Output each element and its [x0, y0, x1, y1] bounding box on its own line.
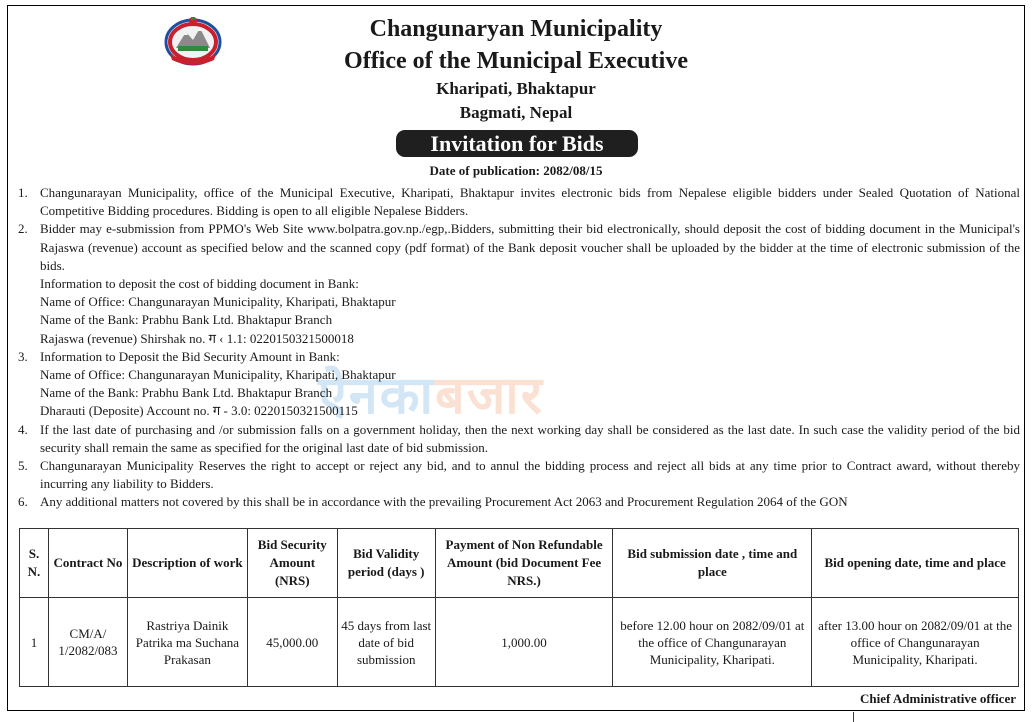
security-info-office: Name of Office: Changunarayan Municipality, Kharipati, Bhaktapur	[40, 367, 396, 383]
header-opening: Bid opening date, time and place	[812, 529, 1019, 598]
table-row	[20, 598, 1019, 687]
bids-table	[19, 528, 1019, 687]
header-validity: Bid Validity period (days )	[337, 529, 435, 598]
bank-info-bank: Name of the Bank: Prabhu Bank Ltd. Bhaktapur Branch	[40, 312, 333, 328]
security-info-account: Dharauti (Deposite) Account no. ग - 3.0: 0220150321500115	[40, 403, 358, 419]
paragraph-4	[18, 421, 1020, 457]
cell-submission: before 12.00 hour on 2082/09/01 at the office of Changunarayan Municipality, Kharipati.	[613, 598, 812, 687]
paragraph-text: Changunarayan Municipality Reserves the right to accept or reject any bid, and to annul the bidding process and reject all bids at any time prior to Contract award, without thereby incurring any liability to Bidders.	[40, 458, 1020, 492]
publication-date: Date of publication: 2082/08/15	[429, 163, 603, 178]
region-line: Bagmati, Nepal	[459, 103, 573, 122]
notice-body	[18, 184, 1020, 512]
cell-contract: CM/A/ 1/2082/083	[48, 598, 127, 687]
paragraph-number: 4.	[18, 421, 28, 437]
watermark-part-1: ऐनका	[318, 366, 436, 426]
cell-security: 45,000.00	[247, 598, 337, 687]
paragraph-number: 1.	[18, 185, 28, 200]
location-line: Kharipati, Bhaktapur	[436, 79, 596, 98]
paragraph-text: If the last date of purchasing and /or submission falls on a government holiday, then the next working day shall be considered as the last date. In such case the validity period of the bid security shall remain the same as specified for the original last date of bid submission.	[40, 421, 1020, 455]
bank-info-heading: Information to deposit the cost of bidding document in Bank:	[40, 276, 359, 292]
cell-sn: 1	[20, 598, 49, 687]
header-security: Bid Security Amount (NRS)	[247, 529, 337, 598]
paragraph-1	[18, 184, 1020, 220]
paragraph-5	[18, 457, 1020, 493]
edge-mark	[853, 712, 854, 722]
invitation-banner: Invitation for Bids	[396, 130, 638, 157]
security-info-heading: Information to Deposit the Bid Security Amount in Bank:	[40, 348, 340, 364]
header-payment: Payment of Non Refundable Amount (bid Document Fee NRS.)	[435, 529, 613, 598]
paragraph-number: 3.	[18, 348, 28, 364]
cell-opening: after 13.00 hour on 2082/09/01 at the office of Changunarayan Municipality, Kharipati.	[812, 598, 1019, 687]
security-info-bank: Name of the Bank: Prabhu Bank Ltd. Bhaktapur Branch	[40, 385, 333, 401]
cell-description: Rastriya Dainik Patrika ma Suchana Prakasan	[127, 598, 247, 687]
paragraph-6	[18, 493, 1020, 511]
watermark-part-2: बजार	[435, 366, 545, 426]
table-header-row	[20, 529, 1019, 598]
header-sn: S. N.	[20, 529, 49, 598]
paragraph-2	[18, 220, 1020, 275]
paragraph-3	[18, 348, 1020, 366]
paragraph-number: 2.	[18, 221, 28, 237]
signoff: Chief Administrative officer	[860, 691, 1016, 706]
office-title: Office of the Municipal Executive	[344, 48, 688, 74]
cell-validity: 45 days from last date of bid submission	[337, 598, 435, 687]
cell-payment: 1,000.00	[435, 598, 613, 687]
paragraph-number: 5.	[18, 458, 28, 474]
paragraph-text: Bidder may e-submission from PPMO's Web Site www.bolpatra.gov.np./egp,.Bidders, submitting their bid electronically, should deposit the cost of bidding document in the Municipal's Rajaswa (revenue) account as specified below and the scanned copy (pdf format) of the Bank deposit voucher shall be uploaded by the bidder at the time of electronic submission of the bids.	[40, 221, 1020, 273]
header-submission: Bid submission date , time and place	[613, 529, 812, 598]
municipality-title: Changunaryan Municipality	[369, 16, 663, 42]
paragraph-number: 6.	[18, 494, 28, 510]
bank-info-account: Rajaswa (revenue) Shirshak no. ग ‹ 1.1: 0220150321500018	[40, 330, 354, 346]
paragraph-text: Any additional matters not covered by this shall be in accordance with the prevailing Procurement Act 2063 and Procurement Regulation 2064 of the GON	[40, 494, 848, 510]
header-contract: Contract No	[48, 529, 127, 598]
header-description: Description of work	[127, 529, 247, 598]
paragraph-text: Changunarayan Municipality, office of the Municipal Executive, Kharipati, Bhaktapur invites electronic bids from Nepalese eligible bidders under Sealed Quotation of National Competitive Bidding procedures. Bidding is open to all eligible Nepalese Bidders.	[40, 185, 1020, 219]
bank-info-office: Name of Office: Changunarayan Municipality, Kharipati, Bhaktapur	[40, 294, 396, 310]
